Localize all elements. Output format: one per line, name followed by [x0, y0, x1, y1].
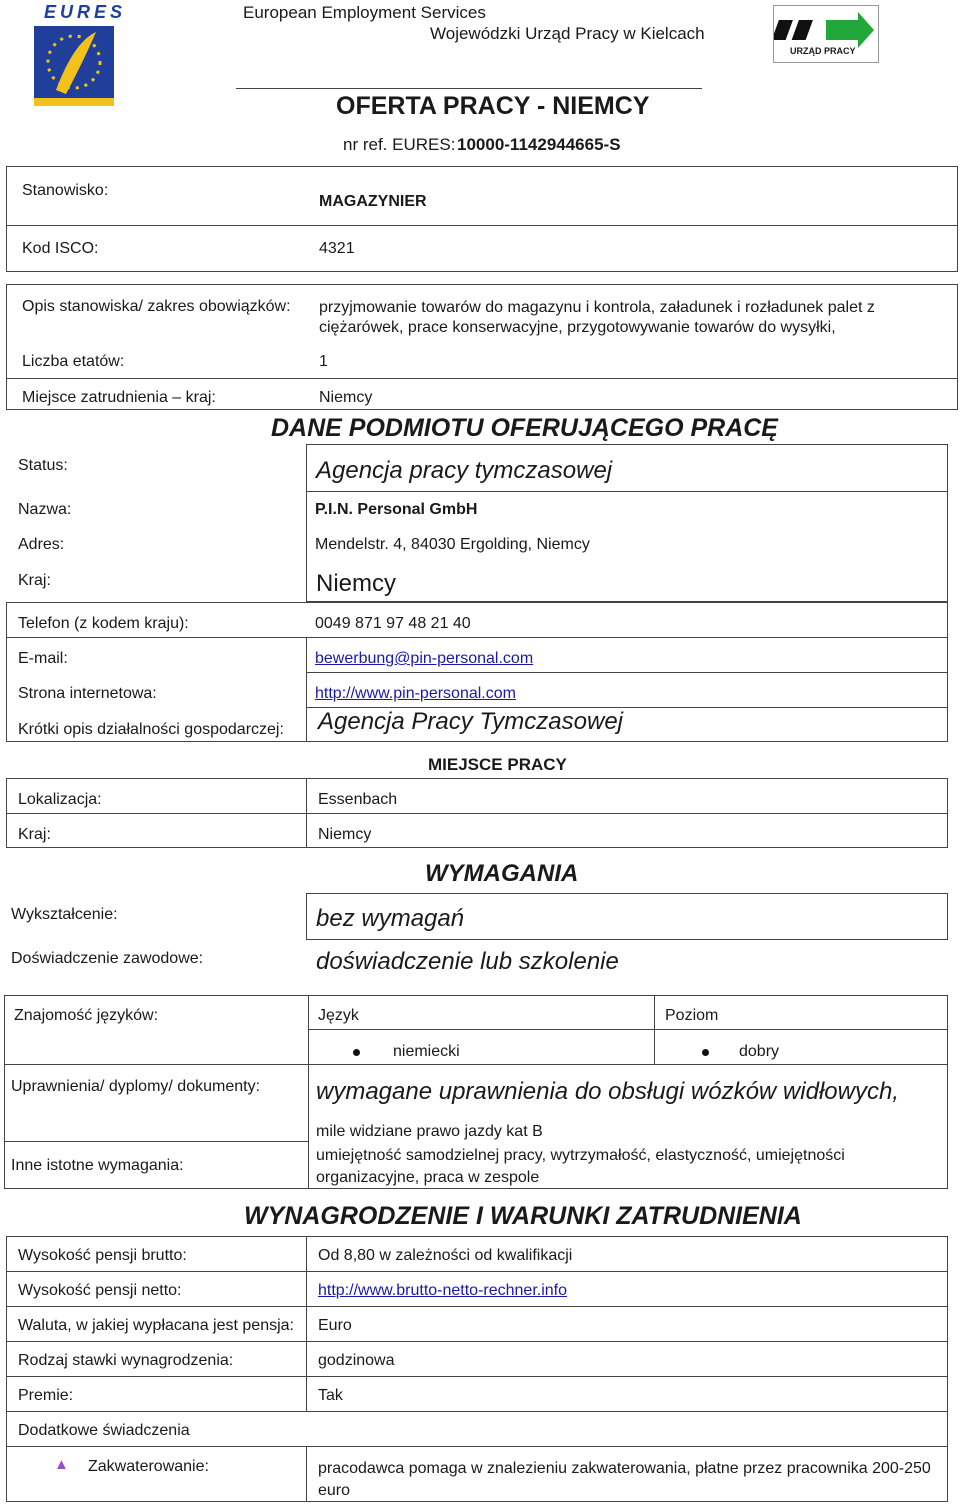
level-bullet: [702, 1049, 709, 1056]
workplace-section-title: MIEJSCE PRACY: [428, 755, 567, 774]
other-requirements-label: Inne istotne wymagania:: [11, 1157, 184, 1174]
level-value: dobry: [739, 1043, 780, 1060]
phone-label: Telefon (z kodem kraju):: [18, 615, 189, 632]
education-value: bez wymagań: [316, 905, 465, 932]
work-country-label: Miejsce zatrudnienia – kraj:: [22, 389, 216, 406]
licenses-extra: mile widziane prawo jazdy kat B: [316, 1123, 543, 1140]
bonus-value: Tak: [318, 1387, 343, 1404]
address-label: Adres:: [18, 536, 65, 553]
requirements-section-title: WYMAGANIA: [425, 860, 579, 887]
workplace-country-value: Niemcy: [318, 826, 372, 843]
language-value: niemiecki: [393, 1043, 460, 1060]
salary-section-title: WYNAGRODZENIE I WARUNKI ZATRUDNIENIA: [244, 1202, 802, 1230]
website-label: Strona internetowa:: [18, 685, 157, 702]
employer-country-label: Kraj:: [18, 572, 51, 589]
name-value: P.I.N. Personal GmbH: [315, 501, 478, 518]
isco-label: Kod ISCO:: [22, 240, 99, 257]
org-line-1: European Employment Services: [243, 3, 486, 22]
work-country-value: Niemcy: [319, 389, 373, 406]
triangle-bullet-icon: ▲: [54, 1456, 69, 1473]
net-salary-link[interactable]: http://www.brutto-netto-rechner.info: [318, 1282, 568, 1299]
experience-value: doświadczenie lub szkolenie: [316, 948, 619, 975]
location-value: Essenbach: [318, 791, 398, 808]
name-label: Nazwa:: [18, 501, 72, 518]
positions-label: Liczba etatów:: [22, 353, 125, 370]
activity-value: Agencja Pracy Tymczasowej: [318, 708, 623, 735]
eures-logo: [26, 2, 127, 110]
housing-label: Zakwaterowanie:: [88, 1458, 209, 1475]
header-rule: [236, 88, 702, 89]
urzad-logo-text: URZĄD PRACY: [790, 46, 856, 56]
currency-label: Waluta, w jakiej wypłacana jest pensja:: [18, 1317, 294, 1334]
position-label: Stanowisko:: [22, 182, 109, 199]
employer-section-title: DANE PODMIOTU OFERUJĄCEGO PRACĘ: [271, 414, 778, 442]
other-requirements-value: umiejętność samodzielnej pracy, wytrzymałość, elastyczność, umiejętności organizacyjne, praca w zespole: [316, 1147, 845, 1186]
benefits-label: Dodatkowe świadczenia: [18, 1422, 190, 1439]
experience-label: Doświadczenie zawodowe:: [11, 950, 204, 967]
language-bullet: [353, 1049, 360, 1056]
isco-row: [6, 226, 958, 272]
ref-label: nr ref. EURES:: [343, 135, 456, 154]
activity-label: Krótki opis działalności gospodarczej:: [18, 721, 284, 738]
eures-logo-text: EURES: [44, 2, 127, 22]
languages-label: Znajomość języków:: [14, 1007, 159, 1024]
bonus-label: Premie:: [18, 1387, 74, 1404]
licenses-value: wymagane uprawnienia do obsługi wózków widłowych,: [316, 1078, 899, 1105]
level-col-header: Poziom: [665, 1007, 719, 1024]
status-label: Status:: [18, 457, 68, 474]
status-value: Agencja pracy tymczasowej: [316, 457, 613, 484]
workplace-country-label: Kraj:: [18, 826, 51, 843]
location-label: Lokalizacja:: [18, 791, 102, 808]
ref-value: 10000-1142944665-S: [457, 135, 621, 154]
rate-label: Rodzaj stawki wynagrodzenia:: [18, 1352, 234, 1369]
isco-value: 4321: [319, 240, 355, 257]
education-label: Wykształcenie:: [11, 906, 118, 923]
employer-country-value: Niemcy: [316, 570, 397, 597]
urzad-pracy-logo: [773, 5, 879, 63]
email-label: E-mail:: [18, 650, 68, 667]
position-value: MAGAZYNIER: [319, 193, 427, 210]
rate-value: godzinowa: [318, 1352, 395, 1369]
currency-value: Euro: [318, 1317, 352, 1334]
language-col-header: Język: [318, 1007, 359, 1024]
duties-label: Opis stanowiska/ zakres obowiązków:: [22, 298, 291, 315]
gross-salary-value: Od 8,80 w zależności od kwalifikacji: [318, 1247, 573, 1264]
phone-value: 0049 871 97 48 21 40: [315, 615, 471, 632]
licenses-label: Uprawnienia/ dyplomy/ dokumenty:: [11, 1078, 261, 1095]
duties-value: przyjmowanie towarów do magazynu i kontrola, załadunek i rozładunek palet z ciężarówek, prace konserwacyjne, przygotowywanie towarów do wysyłki,: [319, 299, 875, 336]
housing-value: pracodawca pomaga w znalezieniu zakwaterowania, płatne przez pracownika 200-250 euro: [318, 1460, 931, 1499]
address-value: Mendelstr. 4, 84030 Ergolding, Niemcy: [315, 536, 590, 553]
positions-value: 1: [319, 353, 328, 370]
gross-salary-label: Wysokość pensji brutto:: [18, 1247, 187, 1264]
page-title: OFERTA PRACY - NIEMCY: [336, 92, 650, 120]
net-salary-label: Wysokość pensji netto:: [18, 1282, 182, 1299]
org-line-2: Wojewódzki Urząd Pracy w Kielcach: [430, 24, 705, 43]
job-position-row: [6, 166, 958, 226]
website-link[interactable]: http://www.pin-personal.com: [315, 685, 516, 702]
email-link[interactable]: bewerbung@pin-personal.com: [315, 650, 534, 667]
